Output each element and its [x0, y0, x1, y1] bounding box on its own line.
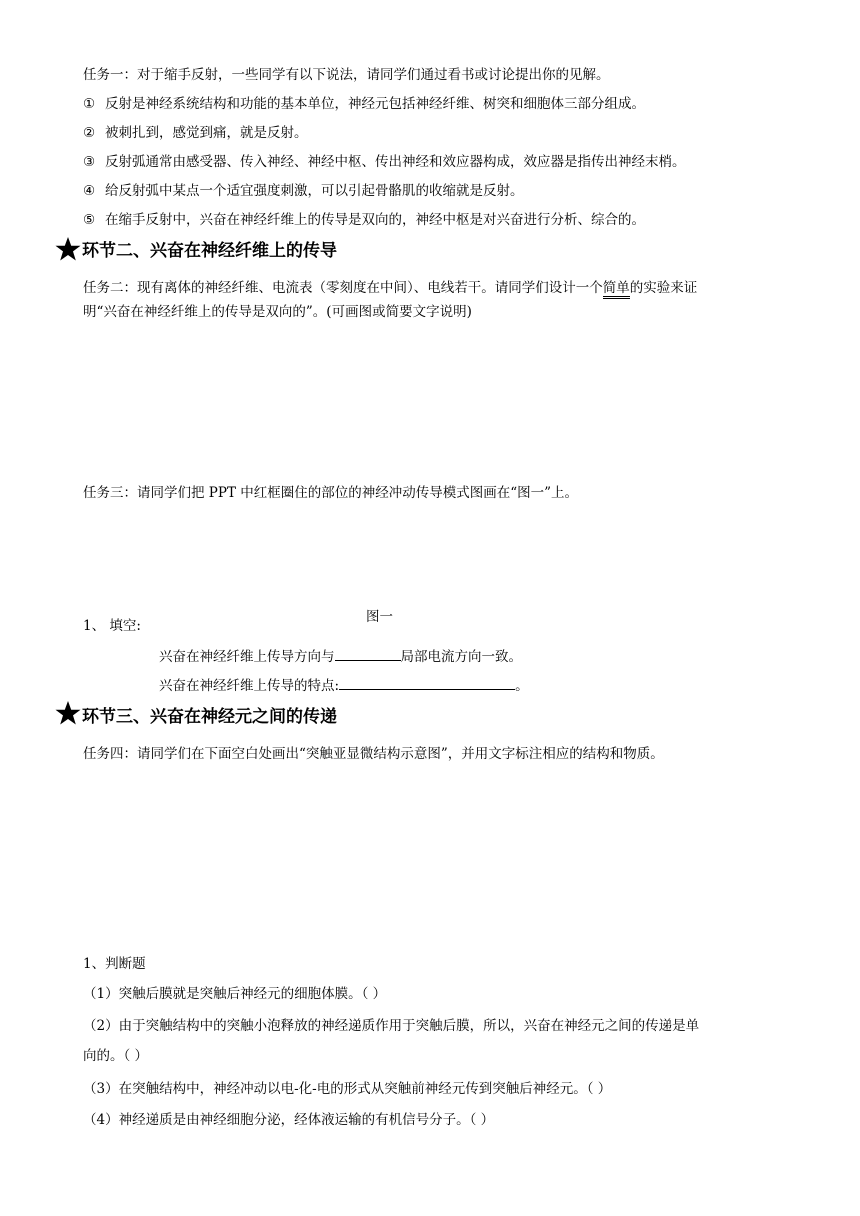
- item-number: ①: [83, 96, 96, 112]
- judge-question-4: （4）神经递质是由神经细胞分泌，经体液运输的有机信号分子。（ ）: [83, 1112, 495, 1128]
- fill-title: 1、 填空:: [83, 618, 141, 634]
- judge-question-2-line1: （2）由于突触结构中的突触小泡释放的神经递质作用于突触后膜，所以，兴奋在神经元之间的传递是单: [83, 1018, 700, 1034]
- task1-item-5: [83, 211, 645, 229]
- fill-item-1: [159, 646, 522, 666]
- item-number: ②: [83, 125, 96, 141]
- item-text: 给反射弧中某点一个适宜强度刺激，可以引起骨骼肌的收缩就是反射。: [105, 183, 524, 199]
- task2-text: 任务二：现有离体的神经纤维、电流表（零刻度在中间）、电线若干。请同学们设计一个: [83, 280, 603, 296]
- judge-title: 1、判断题: [83, 956, 146, 972]
- task2-line2: 明“兴奋在神经纤维上的传导是双向的”。(可画图或简要文字说明): [83, 304, 472, 320]
- item-text: 在缩手反射中，兴奋在神经纤维上的传导是双向的，神经中枢是对兴奋进行分析、综合的。: [105, 212, 645, 228]
- fill-item-2: [159, 675, 529, 695]
- item-text: 反射弧通常由感受器、传入神经、神经中枢、传出神经和效应器构成，效应器是指传出神经末梢。: [105, 154, 686, 170]
- task1-item-4: [83, 182, 524, 200]
- item-number: ⑤: [83, 212, 96, 228]
- fill-text-end: 。: [515, 678, 529, 694]
- section3-heading: 环节三、兴奋在神经元之间的传递: [82, 707, 337, 727]
- item-text: 反射是神经系统结构和功能的基本单位，神经元包括神经纤维、树突和细胞体三部分组成。: [105, 96, 645, 112]
- star-icon: [55, 700, 81, 726]
- task2-text-end: 的实验来证: [629, 280, 698, 296]
- answer-blank[interactable]: [339, 675, 515, 690]
- item-number: ④: [83, 183, 96, 199]
- answer-blank[interactable]: [335, 646, 401, 661]
- task2-line1: [83, 279, 697, 297]
- task3-text: 任务三：请同学们把 PPT 中红框圈住的部位的神经冲动传导模式图画在“图一”上。: [83, 485, 579, 501]
- fill-text-end: 局部电流方向一致。: [400, 649, 522, 665]
- star-icon: [55, 236, 81, 262]
- fill-text: 兴奋在神经纤维上传导方向与: [159, 649, 335, 665]
- item-text: 被刺扎到，感觉到痛，就是反射。: [105, 125, 308, 141]
- item-number: ③: [83, 154, 96, 170]
- judge-question-1: （1）突触后膜就是突触后神经元的细胞体膜。（ ）: [83, 986, 387, 1002]
- judge-question-3: （3）在突触结构中，神经冲动以电-化-电的形式从突触前神经元传到突触后神经元。（ ）: [83, 1081, 612, 1097]
- fill-text: 兴奋在神经纤维上传导的特点:: [159, 678, 340, 694]
- task1-item-3: [83, 153, 686, 171]
- task1-item-2: [83, 124, 308, 142]
- judge-question-2-line2: 向的。（ ）: [83, 1048, 149, 1064]
- task1-intro: 任务一：对于缩手反射，一些同学有以下说法，请同学们通过看书或讨论提出你的见解。: [83, 67, 610, 83]
- task4-text: 任务四：请同学们在下面空白处画出“突触亚显微结构示意图”，并用文字标注相应的结构和物质。: [83, 746, 664, 762]
- section2-heading: 环节二、兴奋在神经纤维上的传导: [82, 241, 337, 261]
- figure-label: 图一: [366, 609, 393, 625]
- task1-item-1: [83, 95, 645, 113]
- task2-emphasis: 简单: [603, 280, 630, 299]
